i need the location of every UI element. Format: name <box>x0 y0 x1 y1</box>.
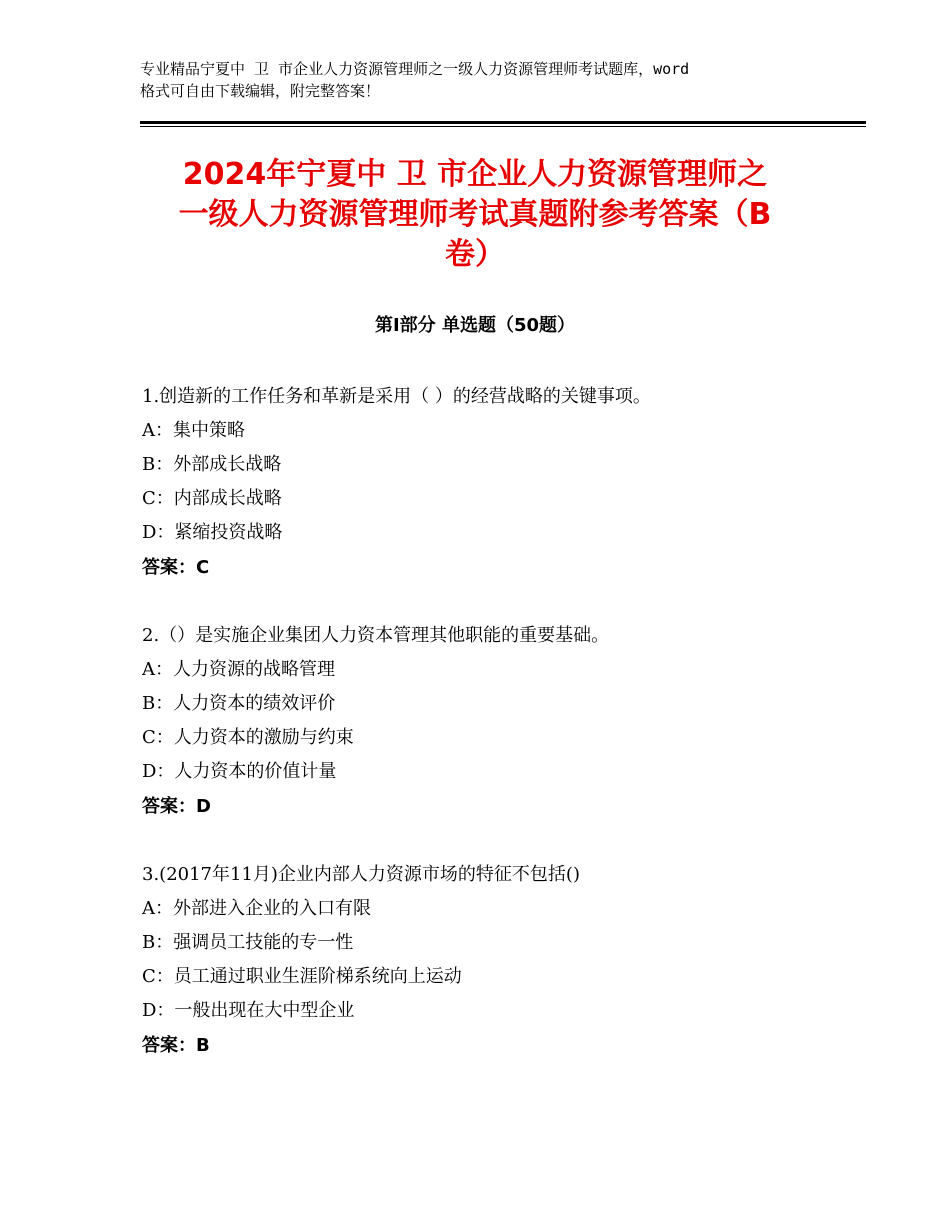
option-b: B：外部成长战略 <box>142 454 282 475</box>
question-3 <box>142 858 862 1064</box>
option-c: C：人力资本的激励与约束 <box>142 727 354 748</box>
section-title: 第Ⅰ部分 单选题（50题） <box>374 315 575 336</box>
option-d: D：一般出现在大中型企业 <box>142 1000 355 1021</box>
question-stem: 3.(2017年11月)企业内部人力资源市场的特征不包括() <box>142 864 580 885</box>
option-b: B：强调员工技能的专一性 <box>142 932 354 953</box>
option-d: D：人力资本的价值计量 <box>142 761 337 782</box>
header-note-line-1: 专业精品宁夏中 卫 市企业人力资源管理师之一级人力资源管理师考试题库，word <box>140 60 690 78</box>
answer-label: 答案：D <box>142 796 211 817</box>
option-c: C：员工通过职业生涯阶梯系统向上运动 <box>142 966 462 987</box>
question-stem: 1.创造新的工作任务和革新是采用（ ）的经营战略的关键事项。 <box>142 386 651 407</box>
document-title <box>130 155 820 275</box>
document-title-line-1: 2024年宁夏中 卫 市企业人力资源管理师之 <box>182 157 768 192</box>
answer-label: 答案：B <box>142 1035 210 1056</box>
option-a: A：外部进入企业的入口有限 <box>142 898 371 919</box>
document-title-line-3: 卷） <box>445 237 505 272</box>
document-title-line-2: 一级人力资源管理师考试真题附参考答案（B <box>178 197 772 232</box>
header-note <box>140 58 840 102</box>
question-1 <box>142 380 862 586</box>
question-stem: 2.（）是实施企业集团人力资本管理其他职能的重要基础。 <box>142 625 610 646</box>
option-d: D：紧缩投资战略 <box>142 522 283 543</box>
question-2 <box>142 619 862 825</box>
header-divider-thin <box>140 126 866 127</box>
answer-label: 答案：C <box>142 557 210 578</box>
option-c: C：内部成长战略 <box>142 488 282 509</box>
option-a: A：集中策略 <box>142 420 245 441</box>
option-a: A：人力资源的战略管理 <box>142 659 335 680</box>
header-note-line-2: 格式可自由下载编辑，附完整答案！ <box>140 82 381 100</box>
option-b: B：人力资本的绩效评价 <box>142 693 336 714</box>
header-divider-thick <box>140 121 866 124</box>
